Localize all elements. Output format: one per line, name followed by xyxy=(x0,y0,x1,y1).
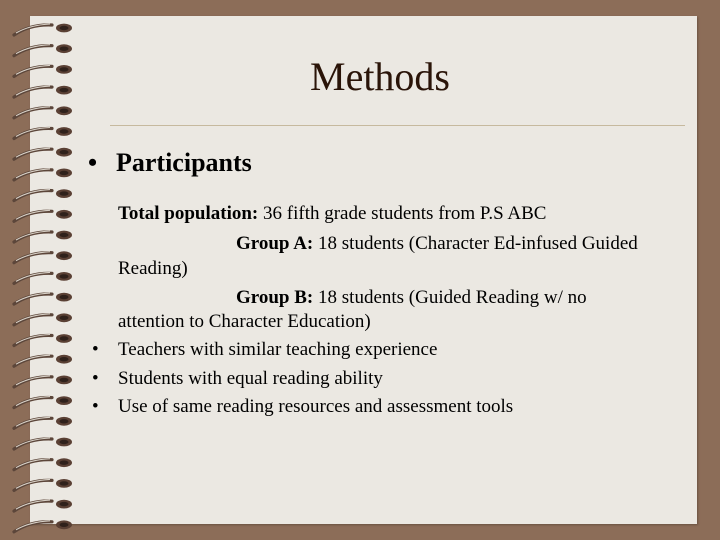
group-b-label: Group B: xyxy=(236,287,314,308)
binding-ring xyxy=(14,251,72,262)
total-population-label: Total population: xyxy=(118,203,259,224)
group-b-text: 18 students (Guided Reading w/ no xyxy=(318,287,587,308)
binding-ring xyxy=(14,396,72,407)
binding-ring xyxy=(14,458,72,469)
bullet-dot: • xyxy=(92,339,99,360)
binding-ring xyxy=(14,334,72,345)
binding-ring xyxy=(14,44,72,55)
binding-ring xyxy=(14,313,72,324)
sub-bullet-text: Use of same reading resources and assessment tools xyxy=(118,396,514,417)
main-bullet-label: Participants xyxy=(116,148,252,177)
group-a-line xyxy=(236,233,638,255)
total-population-text: 36 fifth grade students from P.S ABC xyxy=(263,203,547,224)
total-population-line xyxy=(118,203,546,225)
group-a-label: Group A: xyxy=(236,233,314,254)
binding-ring xyxy=(14,438,72,449)
binding-ring xyxy=(14,500,72,511)
binding-ring xyxy=(14,86,72,97)
binding-ring xyxy=(14,210,72,221)
binding-ring xyxy=(14,479,72,490)
slide-title: Methods xyxy=(310,54,450,99)
spiral-binding xyxy=(0,0,90,540)
sub-bullet-text: Teachers with similar teaching experience xyxy=(118,339,438,360)
sub-bullet-teachers xyxy=(92,339,437,361)
bullet-dot: • xyxy=(92,396,99,417)
binding-ring xyxy=(14,376,72,387)
group-a-line-2: Reading) xyxy=(118,258,188,279)
main-bullet-participants xyxy=(88,148,252,178)
group-b-line-2: attention to Character Education) xyxy=(118,311,371,332)
sub-bullet-resources xyxy=(92,396,513,418)
binding-ring xyxy=(14,272,72,283)
binding-ring xyxy=(14,65,72,76)
title-divider xyxy=(110,125,685,126)
sub-bullet-text: Students with equal reading ability xyxy=(118,368,383,389)
binding-ring xyxy=(14,231,72,242)
binding-ring xyxy=(14,355,72,366)
binding-ring xyxy=(14,127,72,138)
sub-bullet-students xyxy=(92,368,383,390)
group-a-text: 18 students (Character Ed-infused Guided xyxy=(318,233,638,254)
binding-ring xyxy=(14,417,72,428)
binding-ring xyxy=(14,24,72,35)
binding-ring xyxy=(14,293,72,304)
bullet-dot: • xyxy=(88,148,98,177)
group-b-line xyxy=(236,287,587,309)
binding-ring xyxy=(14,169,72,180)
binding-ring xyxy=(14,148,72,159)
binding-ring xyxy=(14,189,72,200)
binding-ring xyxy=(14,106,72,117)
bullet-dot: • xyxy=(92,368,99,389)
binding-ring xyxy=(14,520,72,531)
